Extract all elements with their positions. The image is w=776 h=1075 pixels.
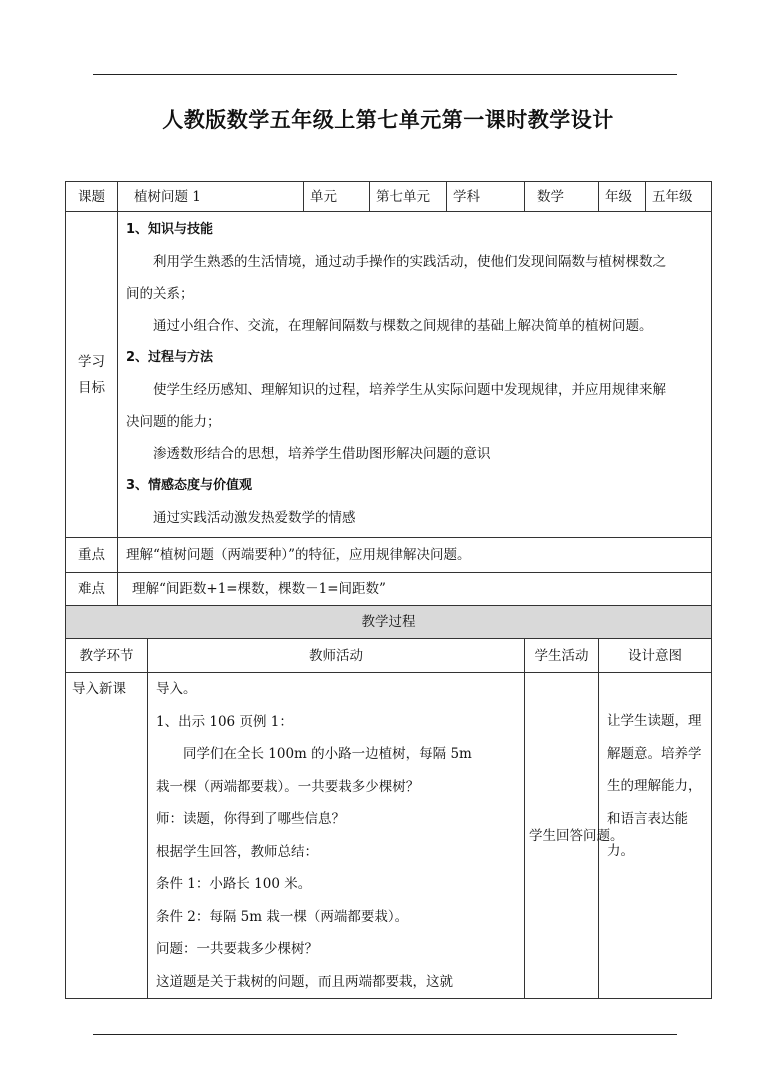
- difficulty-row: [66, 573, 712, 606]
- objectives-label-line1: 学习: [78, 353, 105, 370]
- col-stage-header: 教学环节: [66, 639, 148, 673]
- intent-line: 解题意。培养学: [607, 745, 702, 762]
- intent-line: 和语言表达能力。: [607, 810, 689, 859]
- teacher-line: 条件 2：每隔 5m 栽一棵（两端都要栽）。: [156, 908, 409, 925]
- stage-name: 导入新课: [72, 681, 126, 697]
- objectives-label: [66, 212, 118, 538]
- teacher-line: 栽一棵（两端都要栽）。一共要栽多少棵树？: [156, 778, 420, 795]
- unit-label: 单元: [304, 182, 370, 212]
- objectives-label-line2: 目标: [78, 379, 105, 396]
- process-content-row: [66, 673, 712, 999]
- intent-line: 让学生读题，理: [607, 713, 702, 729]
- intent-line: 生的理解能力，: [607, 778, 702, 794]
- unit-value: 第七单元: [370, 182, 447, 212]
- teacher-line: 问题：一共要栽多少棵树？: [156, 941, 318, 957]
- teacher-line: 导入。: [156, 681, 197, 697]
- teacher-line: 这道题是关于栽树的问题，而且两端都要栽，这就: [156, 973, 453, 990]
- intent-cell: [599, 673, 712, 999]
- key-point-row: [66, 538, 712, 573]
- teacher-line: 根据学生回答，教师总结：: [156, 843, 318, 860]
- objectives-content: [118, 212, 712, 538]
- key-point-text: 理解“植树问题（两端要种）”的特征，应用规律解决问题。: [118, 538, 712, 573]
- objective-text: 渗透数形结合的思想，培养学生借助图形解决问题的意识: [153, 446, 491, 462]
- objective-text: 决问题的能力；: [126, 414, 221, 430]
- col-intent-header: 设计意图: [599, 639, 712, 673]
- objective-heading-process: 2、过程与方法: [126, 350, 214, 365]
- col-teacher-header: 教师活动: [148, 639, 525, 673]
- header-rule: [93, 74, 677, 75]
- key-point-label: 重点: [66, 538, 118, 573]
- student-activity-text: 学生回答问题。: [529, 827, 624, 844]
- topic-label: 课题: [66, 182, 118, 212]
- student-activity-cell: [525, 673, 624, 999]
- subject-label: 学科: [447, 182, 525, 212]
- teacher-line: 1、出示 106 页例 1：: [156, 713, 293, 730]
- process-column-headers: [66, 639, 712, 673]
- teacher-line: 条件 1：小路长 100 米。: [156, 876, 312, 892]
- objective-text: 利用学生熟悉的生活情境，通过动手操作的实践活动，使他们发现间隔数与植树棵数之: [153, 254, 666, 270]
- difficulty-text: 理解“间距数+1=棵数，棵数－1=间距数”: [118, 573, 712, 606]
- grade-label: 年级: [599, 182, 646, 212]
- lesson-plan-table: [65, 181, 712, 999]
- info-row: [66, 182, 712, 212]
- objective-text: 间的关系；: [126, 286, 194, 302]
- subject-value: 数学: [525, 182, 599, 212]
- page-title: 人教版数学五年级上第七单元第一课时教学设计: [162, 108, 614, 132]
- objective-text: 通过实践活动激发热爱数学的情感: [153, 510, 356, 526]
- footer-rule: [93, 1034, 677, 1035]
- topic-value: 植树问题 1: [118, 182, 304, 212]
- objective-heading-knowledge: 1、知识与技能: [126, 222, 214, 237]
- objective-heading-attitude: 3、情感态度与价值观: [126, 478, 253, 493]
- objective-text: 通过小组合作、交流，在理解间隔数与棵数之间规律的基础上解决简单的植树问题。: [153, 318, 653, 334]
- difficulty-label: 难点: [66, 573, 118, 606]
- teacher-line: 师：读题，你得到了哪些信息？: [156, 811, 345, 827]
- stage-cell: [66, 673, 148, 999]
- teacher-line: 同学们在全长 100m 的小路一边植树，每隔 5m: [156, 746, 472, 762]
- process-header: 教学过程: [66, 606, 712, 639]
- objectives-row: [66, 212, 712, 538]
- grade-value: 五年级: [646, 182, 712, 212]
- teacher-activity-cell: [148, 673, 525, 999]
- objective-text: 使学生经历感知、理解知识的过程，培养学生从实际问题中发现规律，并应用规律来解: [153, 382, 666, 398]
- process-header-row: [66, 606, 712, 639]
- col-student-header: 学生活动: [525, 639, 599, 673]
